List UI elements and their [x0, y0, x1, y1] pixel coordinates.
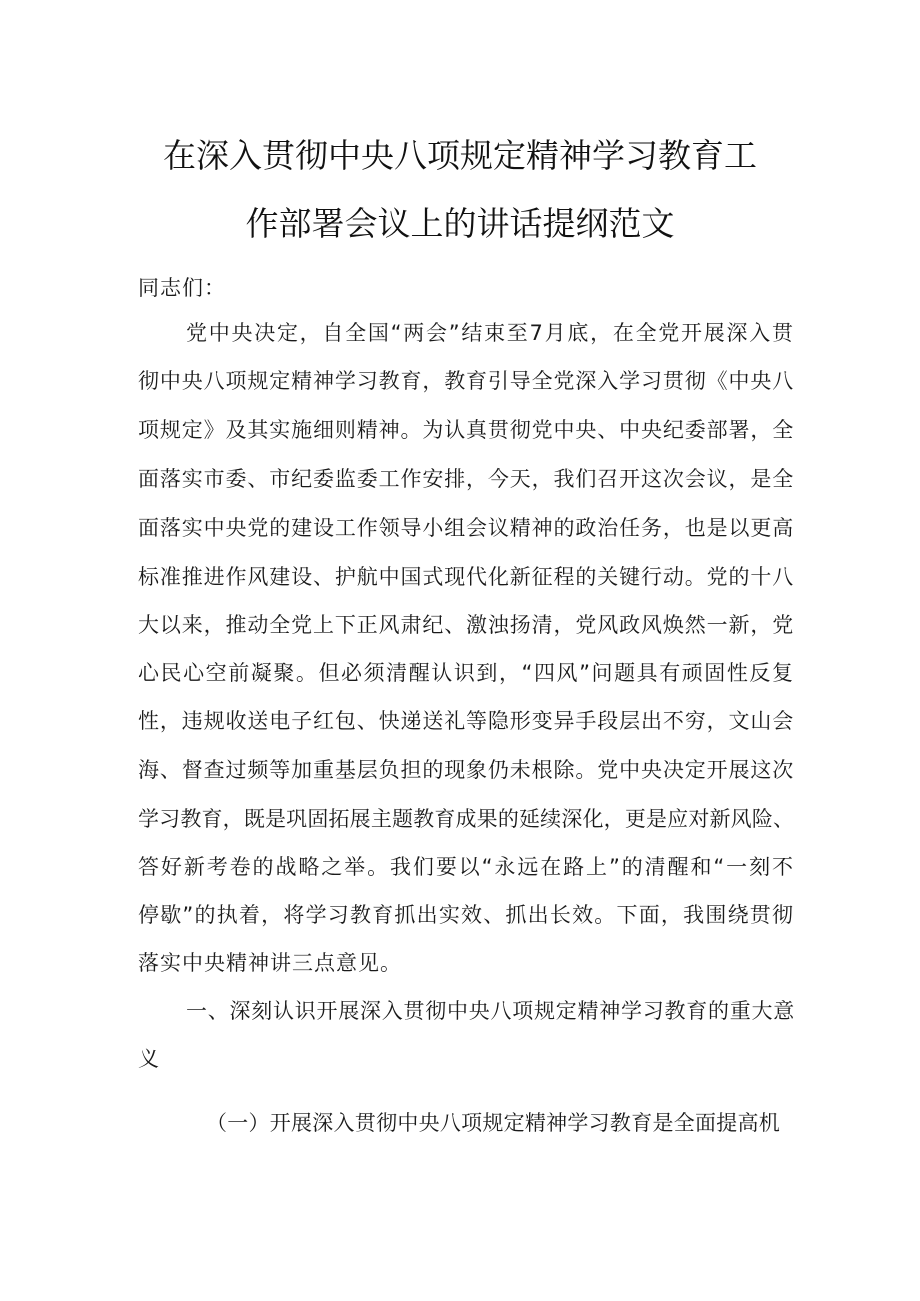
paragraph-line: 面落实中央党的建设工作领导小组会议精神的政治任务，也是以更高 — [138, 516, 794, 540]
paragraph-line: 答好新考卷的战略之举。我们要以“永远在路上”的清醒和“一刻不 — [138, 855, 794, 879]
paragraph-line: 项规定》及其实施细则精神。为认真贯彻党中央、中央纪委部署，全 — [138, 418, 794, 442]
paragraph-line: 标准推进作风建设、护航中国式现代化新征程的关键行动。党的十八 — [138, 565, 794, 589]
paragraph-line: 性，违规收送电子红包、快递送礼等隐形变异手段层出不穷，文山会 — [138, 709, 794, 733]
paragraph-line: 停歇”的执着，将学习教育抓出实效、抓出长效。下面，我围绕贯彻 — [138, 903, 794, 927]
paragraph-line: 学习教育，既是巩固拓展主题教育成果的延续深化，更是应对新风险、 — [138, 807, 794, 831]
document-title-line-2: 作部署会议上的讲话提纲范文 — [245, 204, 675, 243]
section-heading-line: 义 — [138, 1047, 160, 1071]
paragraph-line: 心民心空前凝聚。但必须清醒认识到，“四风”问题具有顽固性反复 — [138, 661, 794, 685]
subsection-heading: （一）开展深入贯彻中央八项规定精神学习教育是全面提高机 — [206, 1111, 780, 1135]
paragraph-line: 落实中央精神讲三点意见。 — [138, 951, 402, 975]
paragraph-line: 海、督查过频等加重基层负担的现象仍未根除。党中央决定开展这次 — [138, 758, 794, 782]
document-title-line-1: 在深入贯彻中央八项规定精神学习教育工 — [163, 136, 757, 175]
paragraph-line: 彻中央八项规定精神学习教育，教育引导全党深入学习贯彻《中央八 — [138, 369, 794, 393]
section-heading-line: 一、深刻认识开展深入贯彻中央八项规定精神学习教育的重大意 — [186, 999, 795, 1023]
paragraph-line: 大以来，推动全党上下正风肃纪、激浊扬清，党风政风焕然一新，党 — [138, 613, 794, 637]
paragraph-line: 党中央决定，自全国“两会”结束至7月底，在全党开展深入贯 — [186, 321, 794, 345]
salutation: 同志们： — [138, 276, 226, 300]
paragraph-line: 面落实市委、市纪委监委工作安排，今天，我们召开这次会议，是全 — [138, 467, 794, 491]
